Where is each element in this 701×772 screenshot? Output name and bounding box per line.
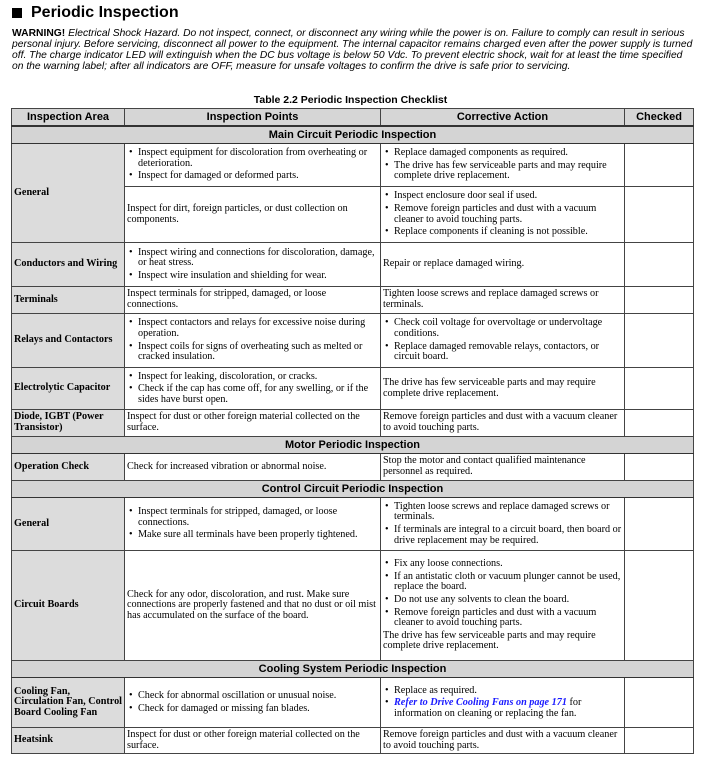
points-cell (125, 243, 381, 287)
checked-cell[interactable] (625, 551, 694, 661)
list-item: • Tighten loose screws and replace damaged screws or terminals. (383, 502, 622, 523)
inspection-checklist-table (11, 108, 694, 754)
list-item: • Inspect terminals for stripped, damaged, or loose connections. (127, 507, 378, 528)
action-cell: The drive has few serviceable parts and may require complete drive replacement. (381, 368, 625, 410)
points-cell (125, 678, 381, 728)
table-row (12, 728, 694, 754)
table-row (12, 243, 694, 287)
table-row (12, 368, 694, 410)
area-cell: General (12, 498, 125, 551)
list-item: • Inspect for leaking, discoloration, or cracks. (127, 372, 378, 383)
list-item: • Replace damaged removable relays, contactors, or circuit board. (383, 342, 622, 363)
list-item: • Check coil voltage for overvoltage or undervoltage conditions. (383, 318, 622, 339)
action-cell (381, 498, 625, 551)
area-cell: Circuit Boards (12, 551, 125, 661)
area-cell: Electrolytic Capacitor (12, 368, 125, 410)
checked-cell[interactable] (625, 187, 694, 243)
list-item: • Remove foreign particles and dust with a vacuum cleaner to avoid touching parts. (383, 608, 622, 629)
square-bullet-icon (12, 8, 22, 18)
action-cell (381, 144, 625, 187)
area-cell: Relays and Contactors (12, 314, 125, 368)
header-checked: Checked (625, 109, 694, 127)
list-item: • Replace damaged components as required. (383, 148, 622, 159)
action-cell (381, 314, 625, 368)
list-item: • Inspect enclosure door seal if used. (383, 191, 622, 202)
section-title: Motor Periodic Inspection (12, 437, 694, 454)
area-cell: Terminals (12, 287, 125, 314)
action-note: The drive has few serviceable parts and may require complete drive replacement. (383, 629, 596, 652)
list-item: • Fix any loose connections. (383, 559, 622, 570)
checked-cell[interactable] (625, 410, 694, 437)
list-item: • Make sure all terminals have been properly tightened. (127, 530, 378, 541)
list-item: • Inspect equipment for discoloration from overheating or deterioration. (127, 148, 378, 169)
section-title: Main Circuit Periodic Inspection (12, 126, 694, 144)
list-item: • Replace components if cleaning is not possible. (383, 227, 622, 238)
list-item: • Inspect wire insulation and shielding for wear. (127, 271, 378, 282)
list-item: • Inspect coils for signs of overheating such as melted or cracked insulation. (127, 342, 378, 363)
section-title: Cooling System Periodic Inspection (12, 661, 694, 678)
header-inspection-points: Inspection Points (125, 109, 381, 127)
action-cell (381, 551, 625, 661)
section-row (12, 437, 694, 454)
points-cell: Inspect for dirt, foreign particles, or dust collection on components. (125, 187, 381, 243)
checked-cell[interactable] (625, 678, 694, 728)
list-item: • Replace as required. (383, 686, 622, 697)
table-row (12, 678, 694, 728)
section-title: Control Circuit Periodic Inspection (12, 481, 694, 498)
table-caption: Table 2.2 Periodic Inspection Checklist (253, 94, 448, 106)
area-cell: General (12, 144, 125, 243)
checked-cell[interactable] (625, 498, 694, 551)
points-cell (125, 314, 381, 368)
warning-label: WARNING! (12, 28, 66, 39)
checked-cell[interactable] (625, 243, 694, 287)
action-cell: Remove foreign particles and dust with a vacuum cleaner to avoid touching parts. (381, 728, 625, 754)
table-header-row (12, 109, 694, 127)
checked-cell[interactable] (625, 368, 694, 410)
page-title-text: Periodic Inspection (31, 4, 179, 21)
list-item: • Inspect for damaged or deformed parts. (127, 171, 378, 182)
list-item: • Check if the cap has come off, for any swelling, or if the sides have burst open. (127, 384, 378, 405)
points-cell: Check for any odor, discoloration, and rust. Make sure connections are properly fastened and that no dust or oil mist has accumulated on the surface of the board. (125, 551, 381, 661)
list-item: • Remove foreign particles and dust with a vacuum cleaner to avoid touching parts. (383, 204, 622, 225)
table-row (12, 144, 694, 187)
list-item: • If terminals are integral to a circuit board, then board or drive replacement may be required. (383, 525, 622, 546)
table-row (12, 454, 694, 481)
points-cell: Check for increased vibration or abnormal noise. (125, 454, 381, 481)
section-row (12, 661, 694, 678)
section-row (12, 481, 694, 498)
table-row (12, 410, 694, 437)
list-item: • The drive has few serviceable parts and may require complete drive replacement. (383, 161, 622, 182)
checked-cell[interactable] (625, 144, 694, 187)
list-item: • If an antistatic cloth or vacuum plunger cannot be used, replace the board. (383, 572, 622, 593)
checked-cell[interactable] (625, 728, 694, 754)
points-cell (125, 144, 381, 187)
header-inspection-area: Inspection Area (12, 109, 125, 127)
area-cell: Cooling Fan, Circulation Fan, Control Board Cooling Fan (12, 678, 125, 728)
area-cell: Conductors and Wiring (12, 243, 125, 287)
cooling-fans-page-link[interactable]: Refer to Drive Cooling Fans on page 171 (394, 697, 567, 709)
table-row (12, 314, 694, 368)
action-cell (381, 678, 625, 728)
list-item (383, 698, 622, 719)
area-cell: Operation Check (12, 454, 125, 481)
warning-text: Electrical Shock Hazard. Do not inspect, connect, or disconnect any wiring while the power is on. Failure to comply can result in serious personal injury. Before servicing, disconnect all power to the equipment. The internal capacitor remains charged even after the power supply is turned off. The charge indicator LED will extinguish when the DC bus voltage is below 50 Vdc. To prevent electric shock, wait for at least the time specified on the warning label; after all indicators are OFF, measure for unsafe voltages to confirm the drive is safe prior to servicing. (12, 28, 693, 72)
checked-cell[interactable] (625, 287, 694, 314)
section-row (12, 126, 694, 144)
warning-notice (12, 28, 694, 72)
action-cell (381, 187, 625, 243)
area-cell: Heatsink (12, 728, 125, 754)
points-cell: Inspect for dust or other foreign material collected on the surface. (125, 728, 381, 754)
action-cell: Tighten loose screws and replace damaged screws or terminals. (381, 287, 625, 314)
list-item: • Inspect contactors and relays for excessive noise during operation. (127, 318, 378, 339)
list-item: • Check for abnormal oscillation or unusual noise. (127, 691, 378, 702)
action-cell: Remove foreign particles and dust with a vacuum cleaner to avoid touching parts. (381, 410, 625, 437)
link-trailing-text: for information on cleaning or replacing the fan. (394, 697, 582, 719)
points-cell (125, 498, 381, 551)
points-cell (125, 368, 381, 410)
area-cell: Diode, IGBT (Power Transistor) (12, 410, 125, 437)
table-row (12, 287, 694, 314)
list-item: • Do not use any solvents to clean the board. (383, 595, 622, 606)
points-cell: Inspect for dust or other foreign material collected on the surface. (125, 410, 381, 437)
points-cell: Inspect terminals for stripped, damaged, or loose connections. (125, 287, 381, 314)
list-item: • Inspect wiring and connections for discoloration, damage, or heat stress. (127, 248, 378, 269)
table-row (12, 498, 694, 551)
list-item: • Check for damaged or missing fan blades. (127, 704, 378, 715)
table-row (12, 551, 694, 661)
action-cell: Stop the motor and contact qualified maintenance personnel as required. (381, 454, 625, 481)
page-title (12, 4, 179, 22)
checked-cell[interactable] (625, 314, 694, 368)
action-cell: Repair or replace damaged wiring. (381, 243, 625, 287)
header-corrective-action: Corrective Action (381, 109, 625, 127)
checked-cell[interactable] (625, 454, 694, 481)
